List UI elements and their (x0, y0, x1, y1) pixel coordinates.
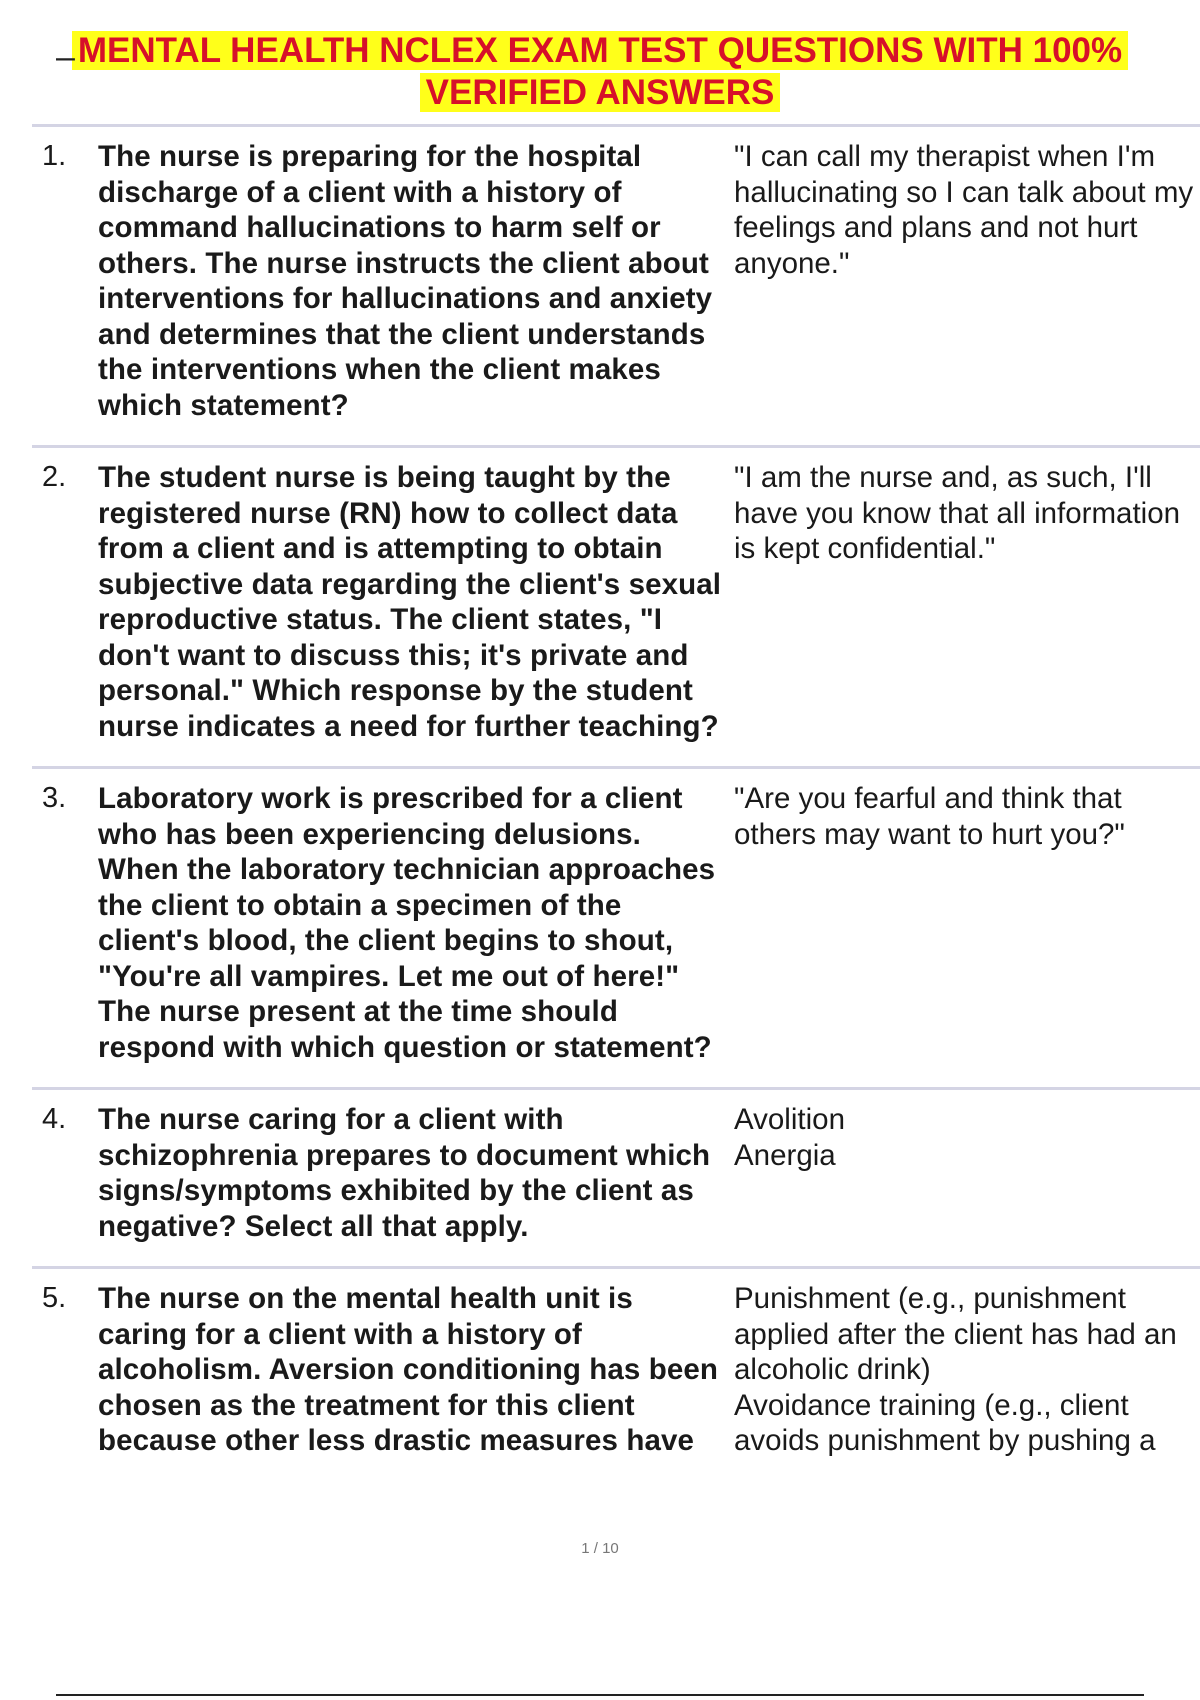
answer-line: "I can call my therapist when I'm hallucinating so I can talk about my feelings and plans and not hurt anyone." (734, 140, 1194, 280)
answer-text (734, 139, 1194, 281)
question-number: 5. (42, 1282, 67, 1314)
question-item-5 (32, 1266, 1200, 1481)
answer-text (734, 460, 1194, 567)
title-line-2: VERIFIED ANSWERS (0, 72, 1200, 114)
question-item-4 (32, 1087, 1200, 1266)
answer-line: "I am the nurse and, as such, I'll have you know that all information is kept confidential." (734, 461, 1181, 565)
answer-line: Avolition (734, 1103, 845, 1136)
question-text: The nurse is preparing for the hospital discharge of a client with a history of command hallucinations to harm self or others. The nurse instructs the client about interventions for hallucinations and anxiety and determines that the client understands the interventions when the client makes which statement? (98, 140, 713, 422)
question-item-1 (32, 124, 1200, 445)
question-number: 1. (42, 140, 67, 172)
answer-text (734, 1102, 1194, 1173)
answer-line: "Are you fearful and think that others may want to hurt you?" (734, 782, 1125, 851)
document-title (0, 30, 1200, 114)
question-list (32, 124, 1200, 1481)
answer-text (734, 781, 1194, 852)
footer-divider (56, 1694, 1144, 1696)
page-indicator: 1 / 10 (581, 1540, 619, 1557)
title-dash: – (56, 38, 75, 76)
question-text: The student nurse is being taught by the registered nurse (RN) how to collect data from a client and is attempting to obtain subjective data regarding the client's sexual reproductive status. The client states, "I don't want to discuss this; it's private and personal." Which response by the student nurse indicates a need for further teaching? (98, 461, 722, 743)
question-item-3 (32, 766, 1200, 1087)
answer-text (734, 1281, 1194, 1459)
question-text: The nurse caring for a client with schizophrenia prepares to document which signs/symptoms exhibited by the client as negative? Select all that apply. (98, 1103, 711, 1243)
answer-line: Avoidance training (e.g., client avoids punishment by pushing a (734, 1388, 1156, 1457)
title-line-1: MENTAL HEALTH NCLEX EXAM TEST QUESTIONS WITH 100% (0, 30, 1200, 72)
question-number: 2. (42, 461, 67, 493)
question-number: 3. (42, 782, 67, 814)
answer-line: Anergia (734, 1138, 836, 1172)
answer-line: Punishment (e.g., punishment applied after the client has had an alcoholic drink) (734, 1282, 1177, 1386)
question-number: 4. (42, 1103, 67, 1135)
question-text: Laboratory work is prescribed for a client who has been experiencing delusions. When the laboratory technician approaches the client to obtain a specimen of the client's blood, the client begins to shout, "You're all vampires. Let me out of here!" The nurse present at the time should respond with which question or statement? (98, 782, 716, 1064)
question-text: The nurse on the mental health unit is caring for a client with a history of alcoholism. Aversion conditioning has been chosen as the treatment for this client because other less drastic measures have (98, 1282, 718, 1457)
question-item-2 (32, 445, 1200, 766)
